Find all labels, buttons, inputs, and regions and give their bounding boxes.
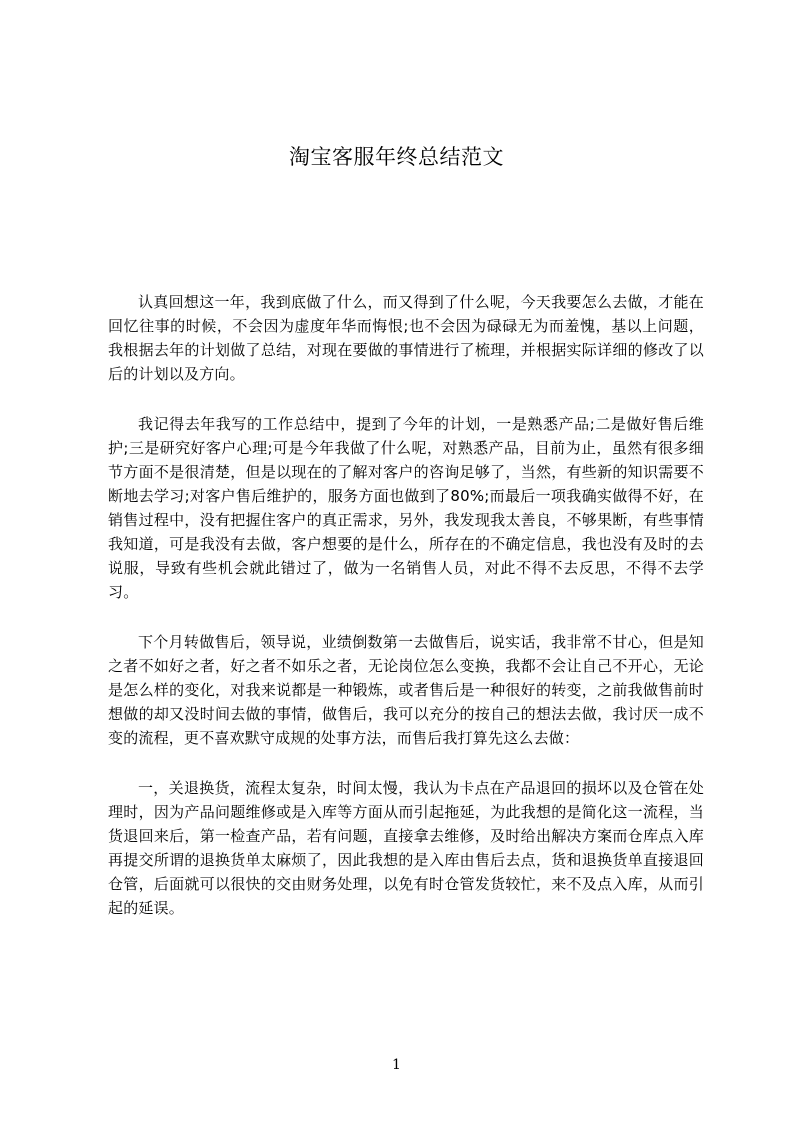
page-number: 1 [392, 1057, 401, 1073]
paragraph-3: 下个月转做售后，领导说，业绩倒数第一去做售后，说实话，我非常不甘心，但是知之者不如好之者，好之者不如乐之者，无论岗位怎么变换，我都不会让自己不开心，无论是怎么样的变化，对我来说都是一种锻炼，或者售后是一种很好的转变，之前我做售前时想做的却又没时间去做的事情，做售后，我可以充分的按自己的想法去做，我讨厌一成不变的流程，更不喜欢默守成规的处事方法，而售后我打算先这么去做： [108, 633, 704, 747]
document-body [108, 290, 704, 946]
document-title: 淘宝客服年终总结范文 [289, 145, 504, 169]
paragraph-2: 我记得去年我写的工作总结中，提到了今年的计划，一是熟悉产品;二是做好售后维护;三是研究好客户心理;可是今年我做了什么呢，对熟悉产品，目前为止，虽然有很多细节方面不是很清楚，但是以现在的了解对客户的咨询足够了，当然，有些新的知识需要不断地去学习;对客户售后维护的，服务方面也做到了80%;而最后一项我确实做得不好，在销售过程中，没有把握住客户的真正需求，另外，我发现我太善良，不够果断，有些事情我知道，可是我没有去做，客户想要的是什么，所存在的不确定信息，我也没有及时的去说服，导致有些机会就此错过了，做为一名销售人员，对此不得不去反思，不得不去学习。 [108, 415, 704, 601]
paragraph-4: 一，关退换货，流程太复杂，时间太慢，我认为卡点在产品退回的损坏以及仓管在处理时，因为产品问题维修或是入库等方面从而引起拖延，为此我想的是简化这一流程，当货退回来后，第一检查产品，若有问题，直接拿去维修，及时给出解决方案而仓库点入库再提交所谓的退换货单太麻烦了，因此我想的是入库由售后去点，货和退换货单直接退回仓管，后面就可以很快的交由财务处理，以免有时仓管发货较忙，来不及点入库，从而引起的延误。 [108, 779, 704, 917]
paragraph-1: 认真回想这一年，我到底做了什么，而又得到了什么呢，今天我要怎么去做，才能在回忆往事的时候，不会因为虚度年华而悔恨;也不会因为碌碌无为而羞愧，基以上问题，我根据去年的计划做了总结，对现在要做的事情进行了梳理，并根据实际详细的修改了以后的计划以及方向。 [108, 293, 704, 383]
